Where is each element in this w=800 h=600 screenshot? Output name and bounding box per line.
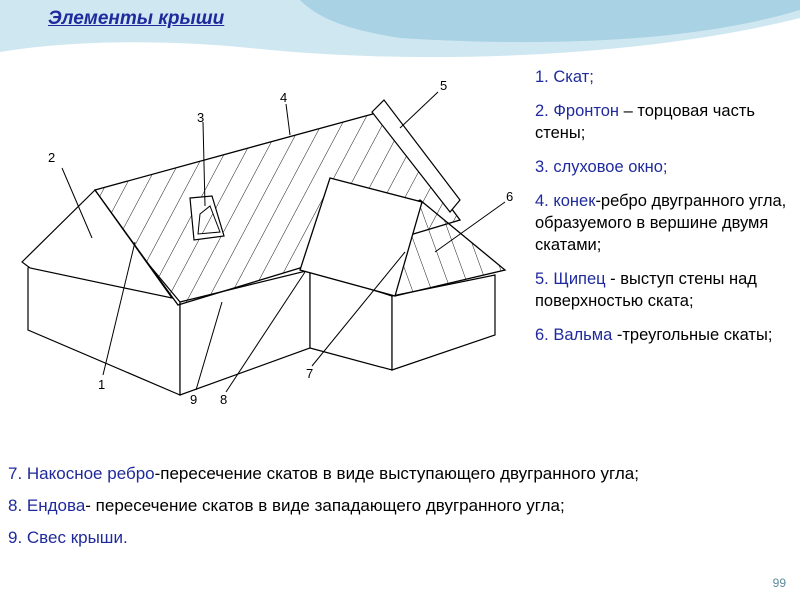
definition-item: 8. Ендова- пересечение скатов в виде западающего двугранного угла; — [8, 496, 565, 515]
diagram-label-2: 2 — [48, 150, 56, 165]
slide-title: Элементы крыши — [48, 8, 225, 29]
definition-item: 7. Накосное ребро-пересечение скатов в виде выступающего двугранного угла; — [8, 464, 639, 483]
definitions-list — [535, 66, 797, 358]
definition-item: 6. Вальма -треугольные скаты; — [535, 326, 773, 344]
definition-item: 9. Свес крыши. — [8, 528, 128, 547]
bottom-definitions-list — [8, 462, 788, 558]
page-number: 99 — [772, 576, 786, 590]
diagram-label-8: 8 — [220, 392, 228, 407]
definition-item: 4. конек-ребро двугранного угла, образуемого в вершине двумя скатами; — [535, 192, 787, 254]
diagram-label-7: 7 — [306, 366, 314, 381]
diagram-label-5: 5 — [440, 78, 448, 93]
diagram-label-3: 3 — [197, 110, 205, 125]
diagram-label-6: 6 — [506, 189, 514, 204]
definition-item: 2. Фронтон – торцовая часть стены; — [535, 102, 755, 142]
diagram-label-4: 4 — [280, 90, 288, 105]
definition-item: 5. Щипец - выступ стены над поверхностью ската; — [535, 270, 757, 310]
diagram-label-1: 1 — [98, 377, 106, 392]
definition-item: 3. слуховое окно; — [535, 158, 668, 176]
roof-diagram — [0, 60, 530, 420]
diagram-label-9: 9 — [190, 392, 198, 407]
definition-item: 1. Скат; — [535, 68, 594, 86]
